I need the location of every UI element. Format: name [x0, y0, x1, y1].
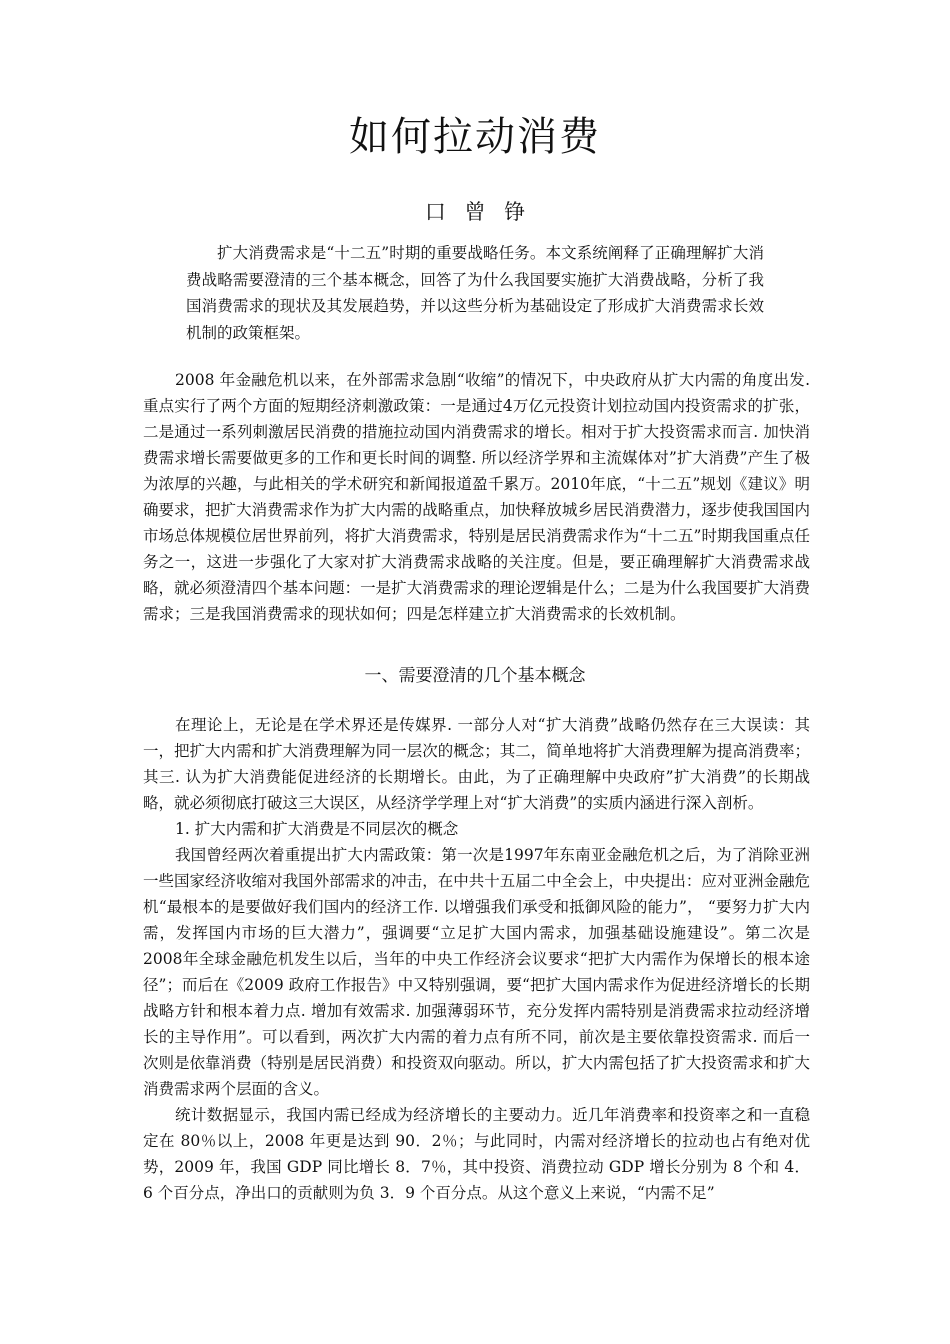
section-1-body — [143, 712, 810, 1206]
article-abstract: 扩大消费需求是“十二五”时期的重要战略任务。本文系统阐释了正确理解扩大消费战略需要澄清的三个基本概念，回答了为什么我国要实施扩大消费战略，分析了我国消费需求的现状及其发展趋势，并以这些分析为基础设定了形成扩大消费需求长效机制的政策框架。 — [186, 244, 764, 342]
article-author: 口 曾 铮 — [424, 200, 526, 224]
subsection-heading: 1. 扩大内需和扩大消费是不同层次的概念 — [175, 820, 459, 838]
intro-paragraph: 2008 年金融危机以来，在外部需求急剧“收缩”的情况下，中央政府从扩大内需的角度出发. 重点实行了两个方面的短期经济刺激政策：一是通过4万亿元投资计划拉动国内投资需求的扩张，二是通过一系列刺激居民消费的措施拉动国内消费需求的增长。相对于扩大投资需求而言. 加快消费需求增长需要做更多的工作和更长时间的调整. 所以经济学界和主流媒体对”扩大消费”产生了极为浓厚的兴趣，与此相关的学术研究和新闻报道盈千累万。2010年底，“十二五”规划《建议》明确要求，把扩大消费需求作为扩大内需的战略重点，加快释放城乡居民消费潜力，逐步使我国国内市场总体规模位居世界前列，将扩大消费需求，特别是居民消费需求作为“十二五”时期我国重点任务之一，这进一步强化了大家对扩大消费需求战略的关注度。但是，要正确理解扩大消费需求战略，就必须澄清四个基本问题：一是扩大消费需求的理论逻辑是什么；二是为什么我国要扩大消费需求；三是我国消费需求的现状如何；四是怎样建立扩大消费需求的长效机制。 — [143, 371, 810, 623]
section-1-paragraph-3: 统计数据显示，我国内需已经成为经济增长的主要动力。近几年消费率和投资率之和一直稳定在 80％以上，2008 年更是达到 90．2％；与此同时，内需对经济增长的拉动也占有绝对优势，2009 年，我国 GDP 同比增长 8．7％，其中投资、消费拉动 GDP 增长分别为 8 个和 4．6 个百分点，净出口的贡献则为负 3．9 个百分点。从这个意义上来说，“内需不足” — [143, 1106, 810, 1202]
section-1-paragraph-1: 在理论上，无论是在学术界还是传媒界. 一部分人对“扩大消费”战略仍然存在三大误读：其一，把扩大内需和扩大消费理解为同一层次的概念；其二，简单地将扩大消费理解为提高消费率；其三. 认为扩大消费能促进经济的长期增长。由此，为了正确理解中央政府”扩大消费”的长期战略，就必须彻底打破这三大误区，从经济学学理上对“扩大消费”的实质内涵进行深入剖析。 — [143, 716, 810, 812]
intro-section — [143, 367, 810, 627]
section-heading: 一、需要澄清的几个基本概念 — [364, 666, 586, 686]
section-1-paragraph-2: 我国曾经两次着重提出扩大内需政策：第一次是1997年东南亚金融危机之后，为了消除亚洲一些国家经济收缩对我国外部需求的冲击，在中共十五届二中全会上，中央提出：应对亚洲金融危机“最根本的是要做好我们国内的经济工作. 以增强我们承受和抵御风险的能力”， “要努力扩大内需，发挥国内市场的巨大潜力”，强调要“立足扩大国内需求，加强基础设施建设”。第二次是2008年全球金融危机发生以后，当年的中央工作经济会议要求“把扩大内需作为保增长的根本途径”；而后在《2009 政府工作报告》中又特别强调，要“把扩大国内需求作为促进经济增长的长期战略方针和根本着力点. 增加有效需求. 加强薄弱环节，充分发挥内需特别是消费需求拉动经济增长的主导作用”。可以看到，两次扩大内需的着力点有所不同，前次是主要依靠投资需求. 而后一次则是依靠消费（特别是居民消费）和投资双向驱动。所以，扩大内需包括了扩大投资需求和扩大消费需求两个层面的含义。 — [143, 846, 810, 1098]
article-title: 如何拉动消费 — [349, 114, 601, 160]
